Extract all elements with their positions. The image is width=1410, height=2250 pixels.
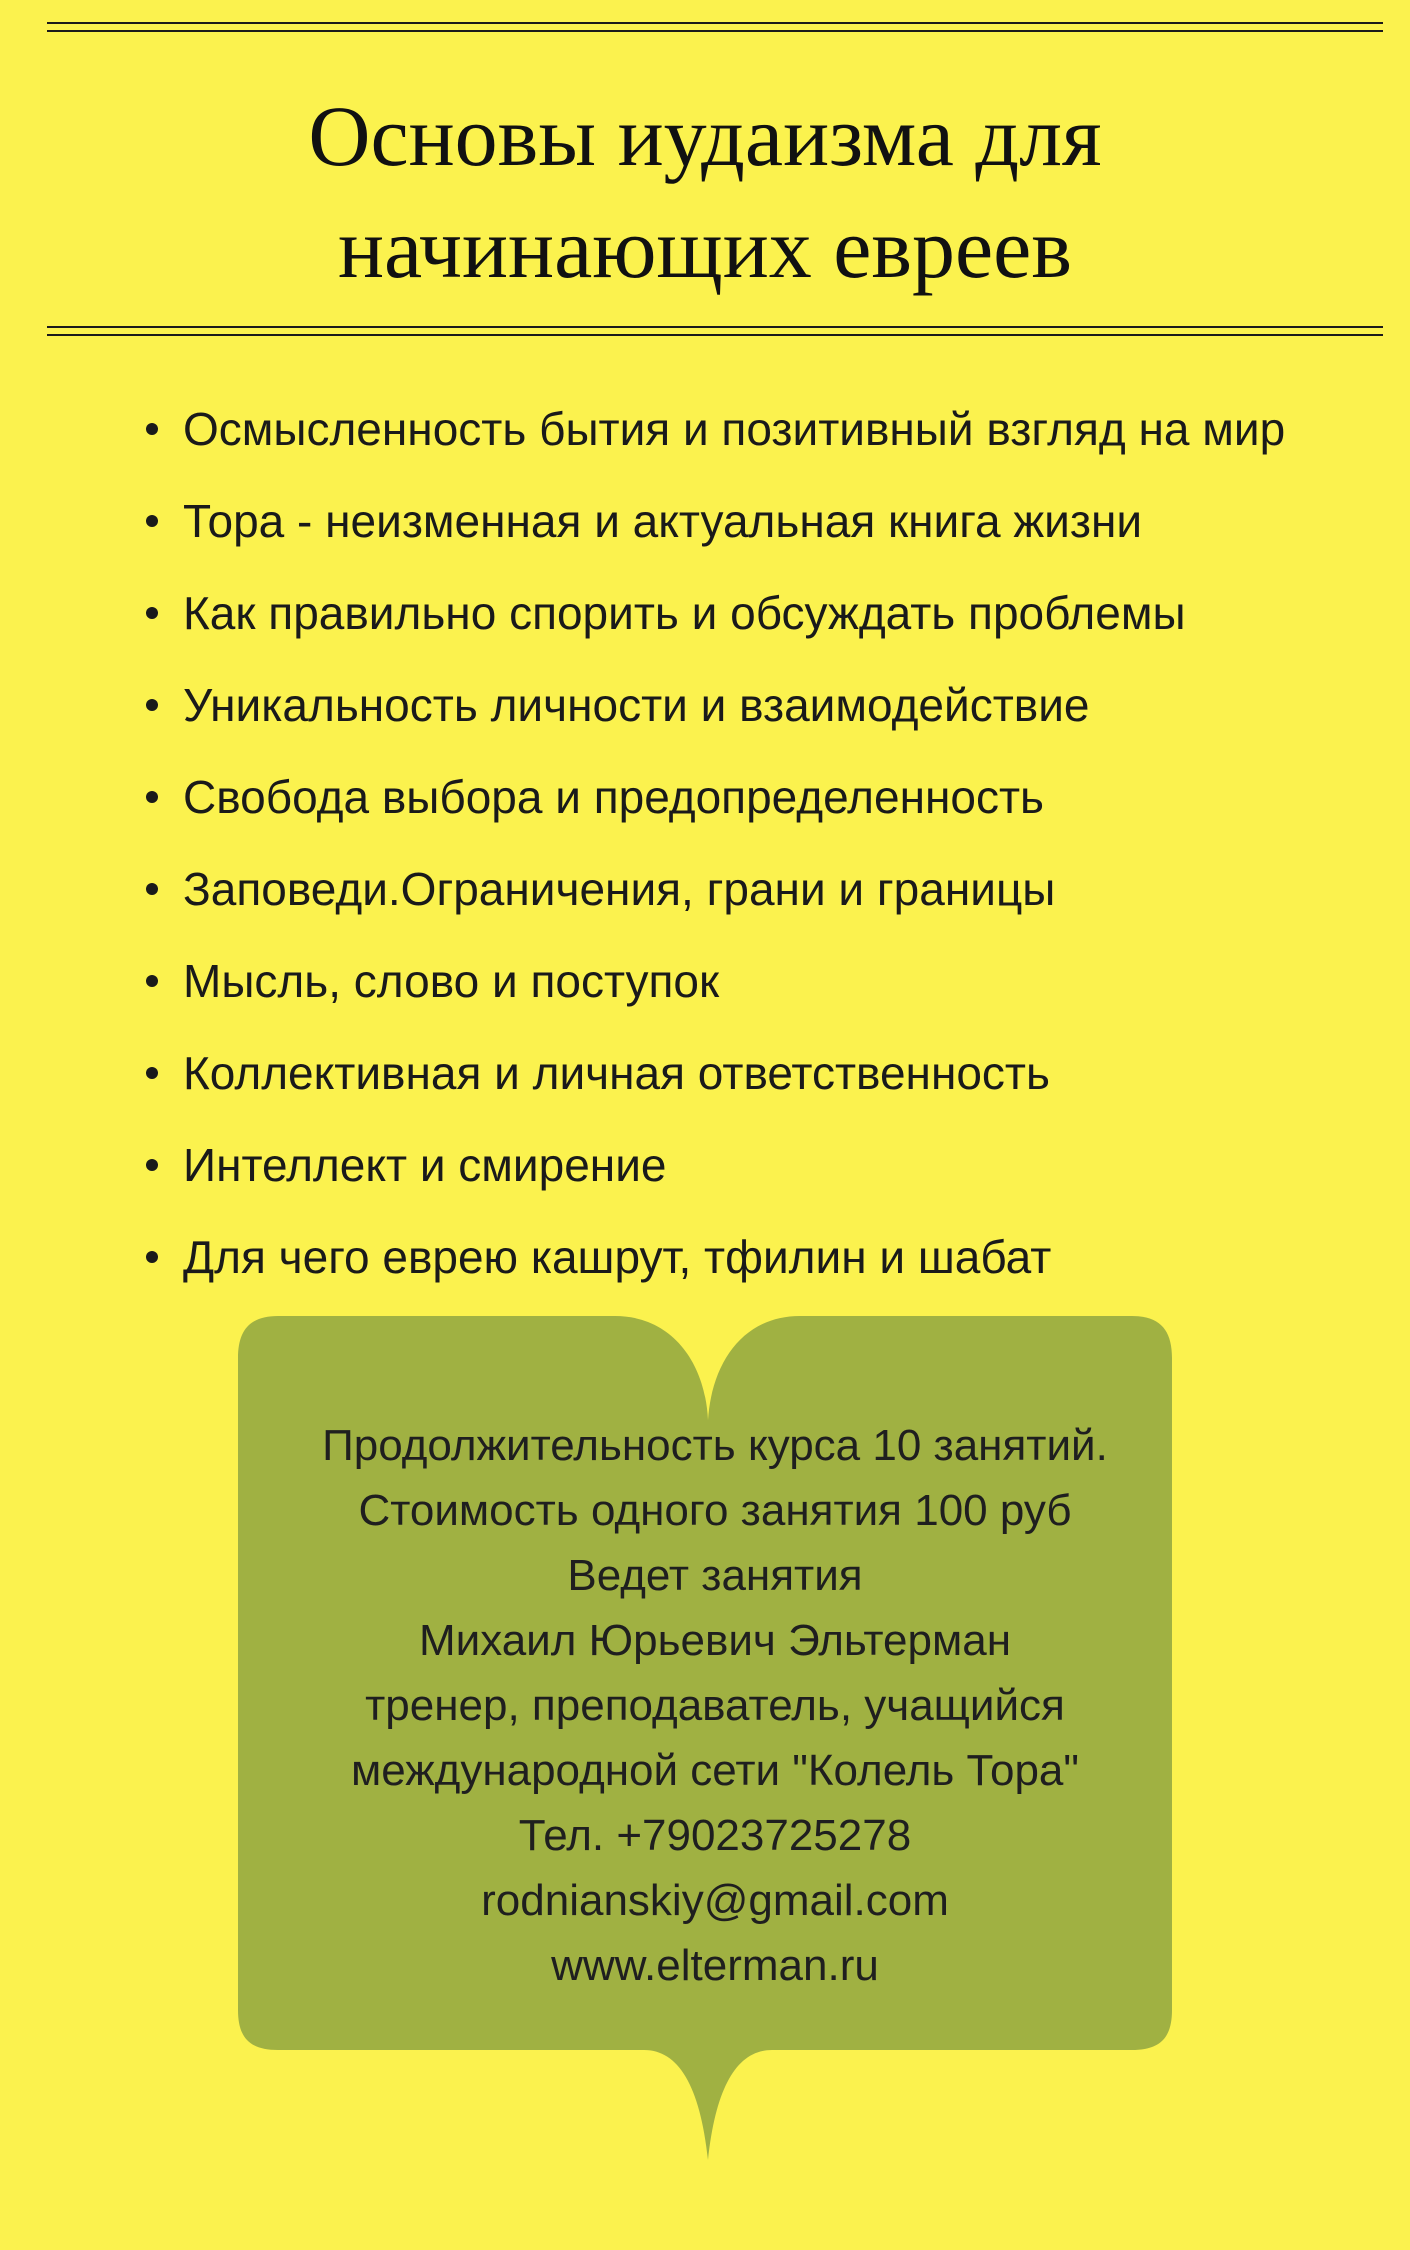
topic-text: Осмысленность бытия и позитивный взгляд на мир (183, 403, 1286, 455)
title-line-1: Основы иудаизма для (308, 88, 1102, 184)
topic-text: Как правильно спорить и обсуждать проблемы (183, 587, 1186, 639)
topic-text: Заповеди.Ограничения, грани и границы (183, 863, 1056, 915)
teacher-role: тренер, преподаватель, учащийся (365, 1681, 1065, 1730)
title-line-2: начинающих евреев (338, 200, 1072, 296)
teacher-network: международной сети "Колель Тора" (350, 1746, 1080, 1795)
topic-text: Тора - неизменная и актуальная книга жизни (183, 495, 1143, 547)
course-leads-label: Ведет занятия (567, 1551, 863, 1600)
topic-text: Интеллект и смирение (183, 1139, 667, 1191)
topic-text: Для чего еврею кашрут, тфилин и шабат (183, 1231, 1052, 1283)
topic-text: Свобода выбора и предопределенность (183, 771, 1044, 823)
topic-text: Уникальность личности и взаимодействие (183, 679, 1090, 731)
course-price: Стоимость одного занятия 100 руб (358, 1486, 1072, 1535)
topic-text: Коллективная и личная ответственность (183, 1047, 1050, 1099)
contact-phone: Тел. +79023725278 (518, 1811, 912, 1860)
teacher-name: Михаил Юрьевич Эльтерман (418, 1616, 1012, 1665)
topic-text: Мысль, слово и поступок (183, 955, 720, 1007)
course-duration: Продолжительность курса 10 занятий. (322, 1421, 1108, 1470)
contact-website[interactable]: www.elterman.ru (551, 1941, 879, 1990)
contact-email[interactable]: rodnianskiy@gmail.com (481, 1876, 949, 1925)
course-info (240, 1413, 1190, 1998)
